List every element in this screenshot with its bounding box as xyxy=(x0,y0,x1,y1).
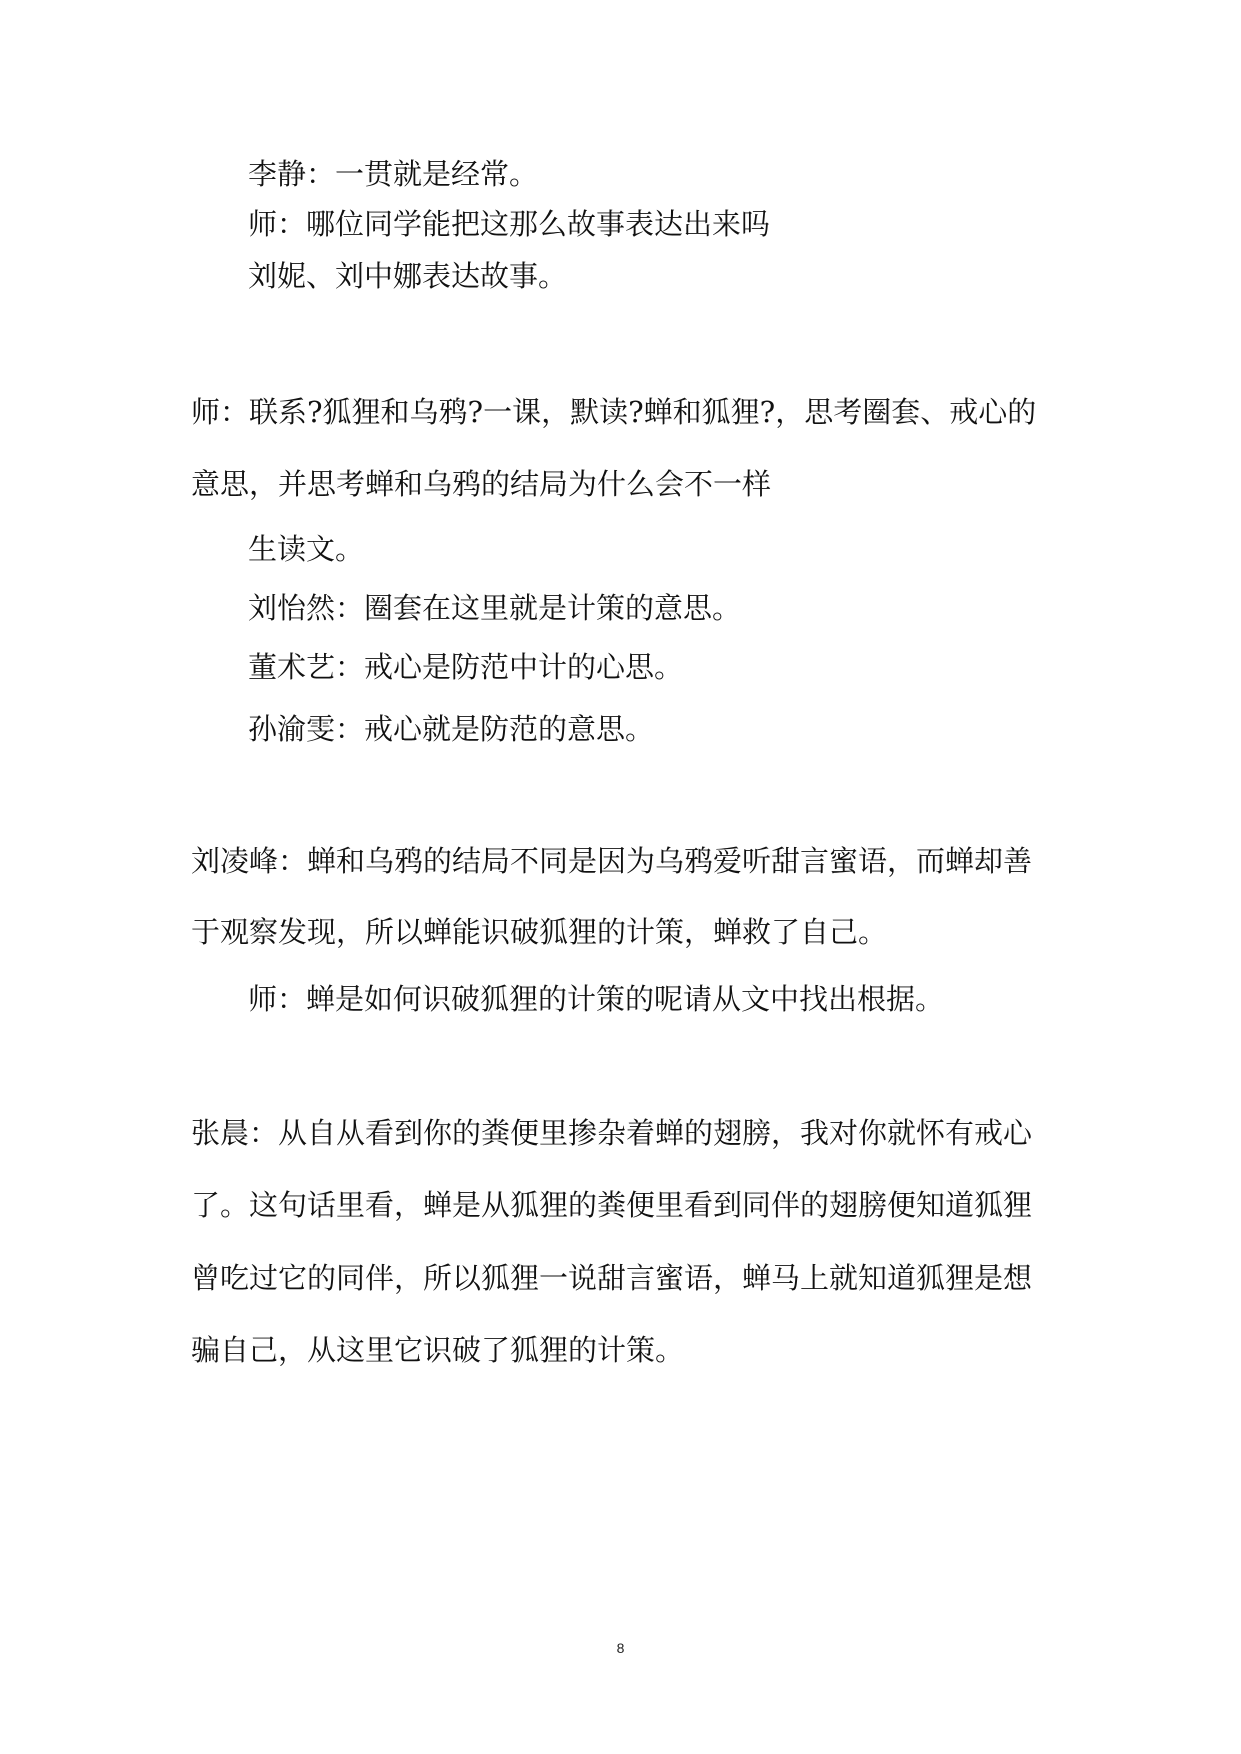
dialogue-line: 生读文。 xyxy=(248,532,365,566)
paragraph-line: 师：联系?狐狸和乌鸦?一课，默读?蝉和狐狸?，思考圈套、戒心的 xyxy=(191,395,1037,429)
paragraph-line: 刘凌峰：蝉和乌鸦的结局不同是因为乌鸦爱听甜言蜜语，而蝉却善 xyxy=(191,844,1033,878)
paragraph-line: 意思，并思考蝉和乌鸦的结局为什么会不一样 xyxy=(191,467,772,501)
dialogue-line: 师：蝉是如何识破狐狸的计策的呢请从文中找出根据。 xyxy=(248,982,945,1016)
dialogue-line: 董术艺：戒心是防范中计的心思。 xyxy=(248,650,684,684)
paragraph-line: 了。这句话里看，蝉是从狐狸的粪便里看到同伴的翅膀便知道狐狸 xyxy=(191,1188,1033,1222)
dialogue-line: 刘妮、刘中娜表达故事。 xyxy=(248,259,568,293)
dialogue-line: 刘怡然：圈套在这里就是计策的意思。 xyxy=(248,591,742,625)
paragraph-line: 张晨：从自从看到你的粪便里掺杂着蝉的翅膀，我对你就怀有戒心 xyxy=(191,1116,1033,1150)
dialogue-line: 孙渝雯：戒心就是防范的意思。 xyxy=(248,712,655,746)
paragraph-line: 于观察发现，所以蝉能识破狐狸的计策，蝉救了自己。 xyxy=(191,915,888,949)
paragraph-line: 曾吃过它的同伴，所以狐狸一说甜言蜜语，蝉马上就知道狐狸是想 xyxy=(191,1261,1033,1295)
paragraph-line: 骗自己，从这里它识破了狐狸的计策。 xyxy=(191,1333,685,1367)
page-number: 8 xyxy=(616,1640,625,1656)
dialogue-line: 李静：一贯就是经常。 xyxy=(248,157,539,191)
dialogue-line: 师：哪位同学能把这那么故事表达出来吗 xyxy=(248,207,771,241)
